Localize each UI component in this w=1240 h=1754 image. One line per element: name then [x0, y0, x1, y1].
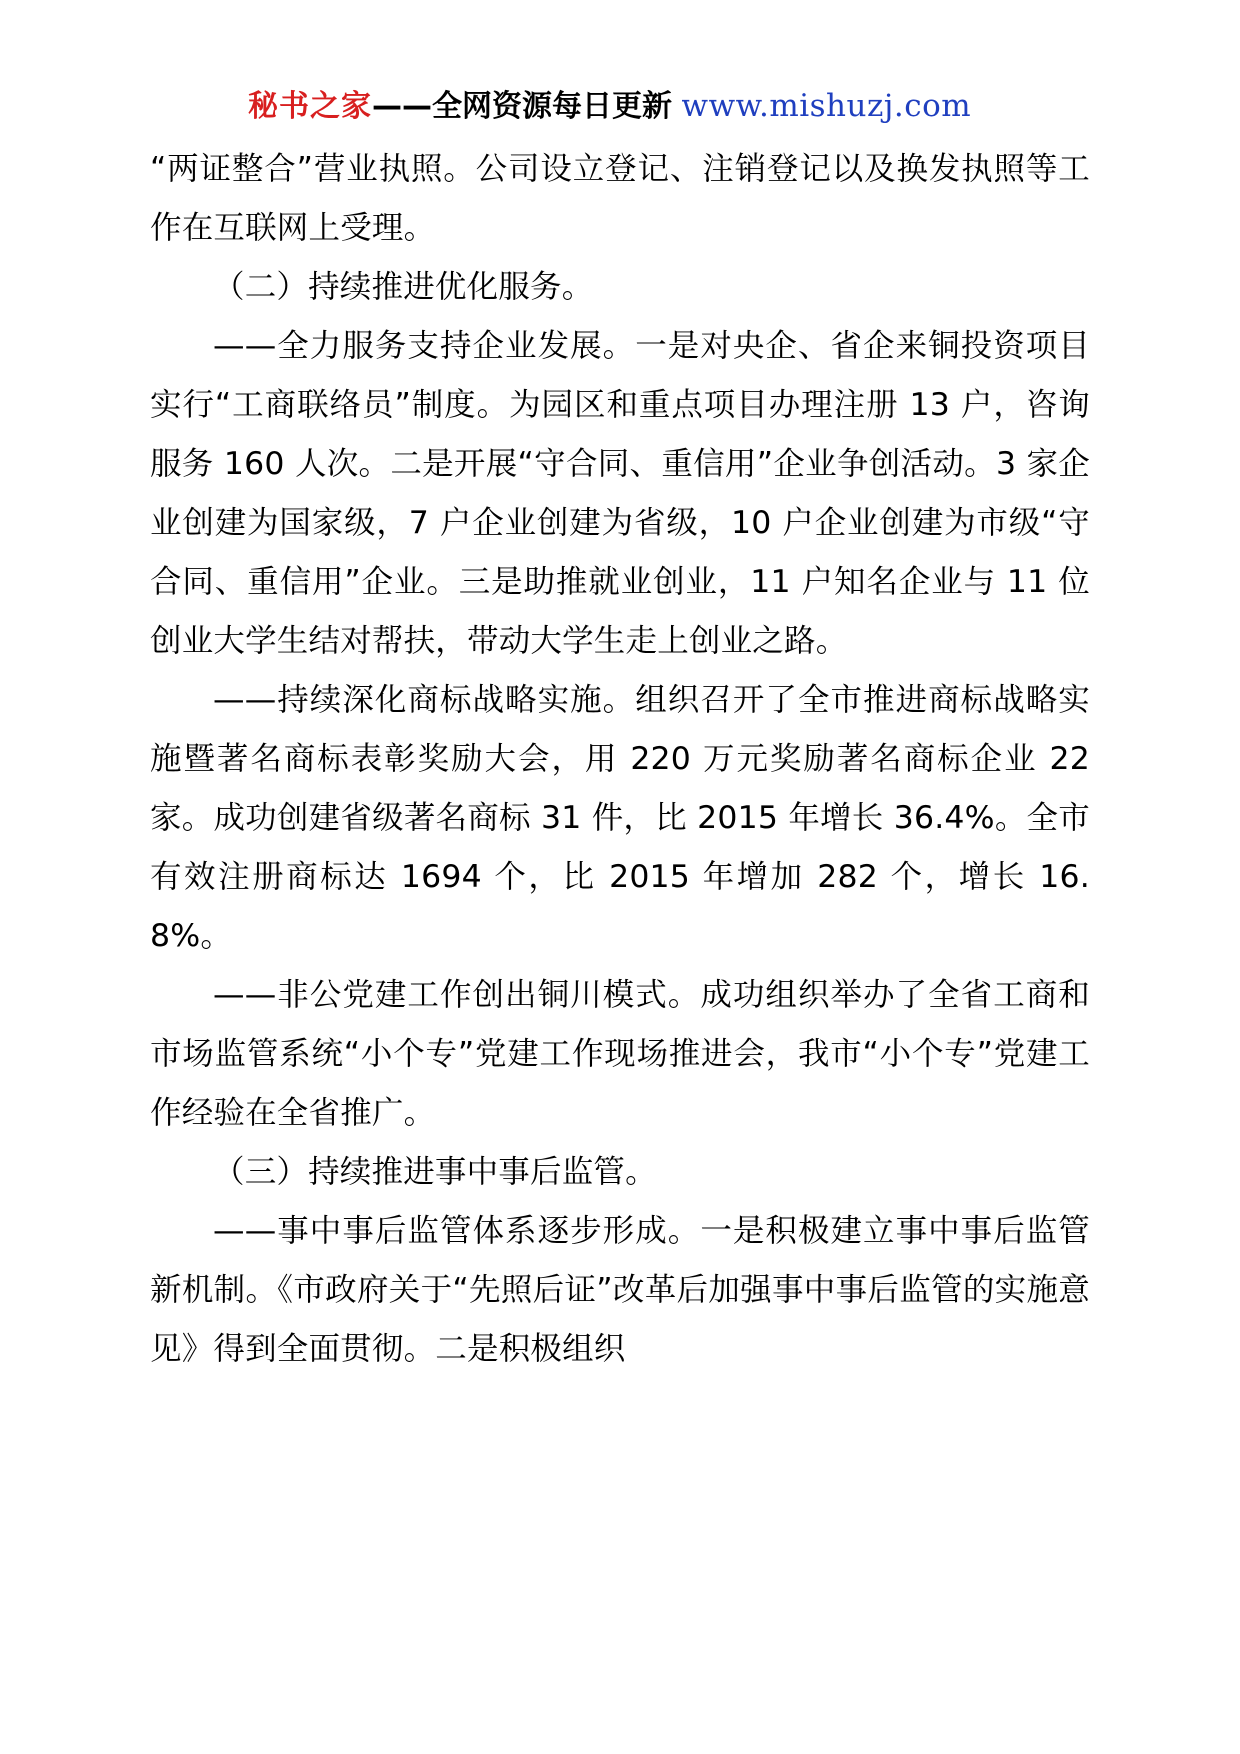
- paragraph-7: ——事中事后监管体系逐步形成。一是积极建立事中事后监管新机制。《市政府关于“先照后证”改革后加强事中事后监管的实施意见》得到全面贯彻。二是积极组织: [150, 1213, 1090, 1367]
- site-brand-name: 秘书之家: [248, 89, 372, 124]
- paragraph-6: （三）持续推进事中事后监管。: [213, 1154, 657, 1190]
- paragraph-5: ——非公党建工作创出铜川模式。成功组织举办了全省工商和市场监管系统“小个专”党建工作现场推进会，我市“小个专”党建工作经验在全省推广。: [150, 977, 1090, 1131]
- site-url[interactable]: www.mishuzj.com: [681, 88, 972, 124]
- paragraph-3: ——全力服务支持企业发展。一是对央企、省企来铜投资项目实行“工商联络员”制度。为园区和重点项目办理注册 13 户，咨询服务 160 人次。二是开展“守合同、重信用”企业争创活动。3 家企业创建为国家级，7 户企业创建为省级，10 户企业创建为市级“守合同、重信用”企业。三是助推就业创业，11 户知名企业与 11 位创业大学生结对帮扶，带动大学生走上创业之路。: [150, 328, 1090, 659]
- paragraph-1: “两证整合”营业执照。公司设立登记、注销登记以及换发执照等工作在互联网上受理。: [150, 151, 1090, 246]
- paragraph-2: （二）持续推进优化服务。: [213, 269, 594, 305]
- site-watermark-header: [248, 88, 1008, 125]
- document-body: [150, 140, 1090, 1379]
- paragraph-4: ——持续深化商标战略实施。组织召开了全市推进商标战略实施暨著名商标表彰奖励大会，用 220 万元奖励著名商标企业 22 家。成功创建省级著名商标 31 件，比 2015 年增长 36.4%。全市有效注册商标达 1694 个，比 2015 年增加 282 个，增长 16.8%。: [150, 682, 1090, 954]
- site-tagline: ——全网资源每日更新: [372, 89, 672, 124]
